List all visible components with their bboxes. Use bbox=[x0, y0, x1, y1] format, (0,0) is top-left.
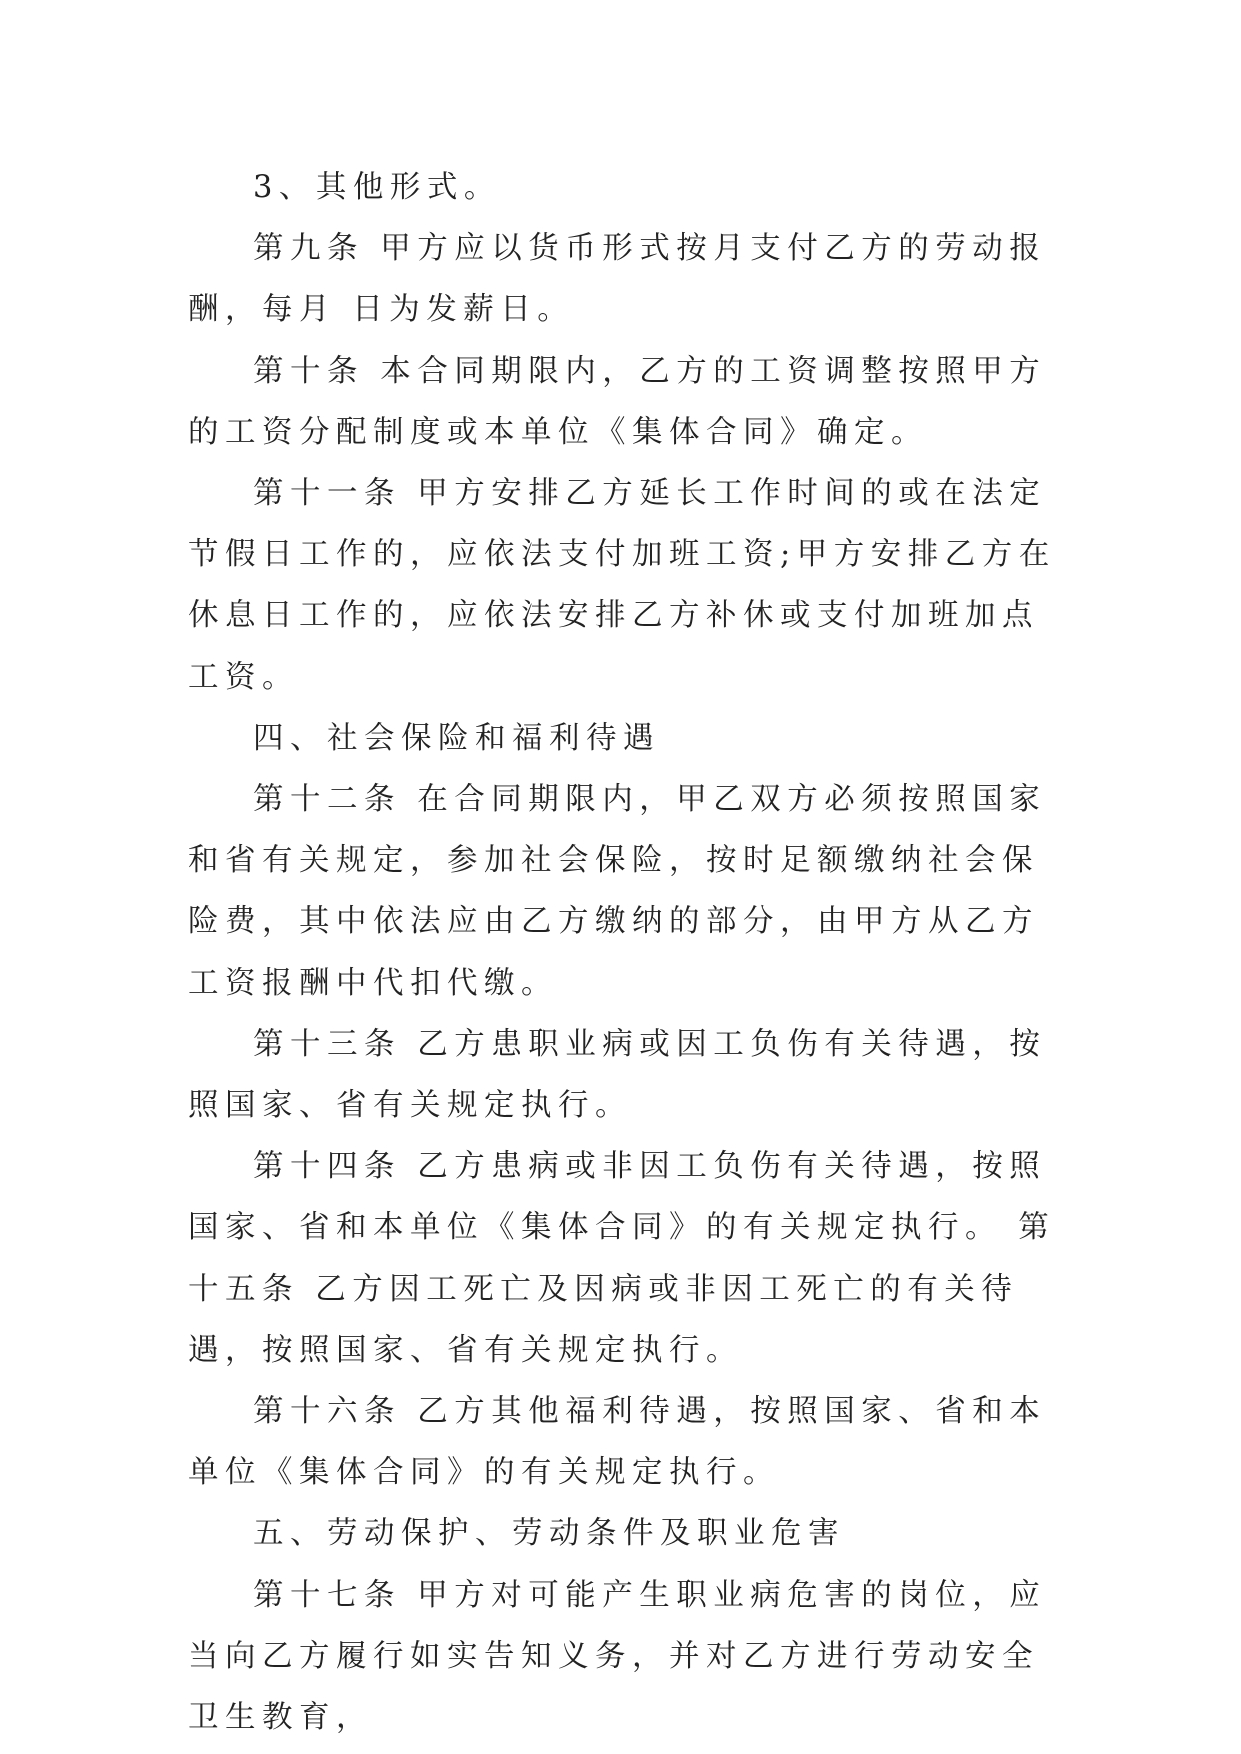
article-14-15: 第十四条 乙方患病或非因工负伤有关待遇，按照国家、省和本单位《集体合同》的有关规定执行。 第十五条 乙方因工死亡及因病或非因工死亡的有关待遇，按照国家、省有关规定执行。 bbox=[188, 1149, 1056, 1368]
article-16: 第十六条 乙方其他福利待遇，按照国家、省和本单位《集体合同》的有关规定执行。 bbox=[188, 1394, 1047, 1491]
paragraph-item-3: 3、其他形式。 bbox=[253, 170, 501, 205]
article-17: 第十七条 甲方对可能产生职业病危害的岗位，应当向乙方履行如实告知义务，并对乙方进行劳动安全卫生教育， bbox=[188, 1577, 1047, 1736]
article-10: 第十条 本合同期限内，乙方的工资调整按照甲方的工资分配制度或本单位《集体合同》确定。 bbox=[188, 353, 1047, 450]
document-body bbox=[188, 157, 1068, 1748]
section-heading-social-insurance: 四、社会保险和福利待遇 bbox=[253, 720, 660, 756]
article-9: 第九条 甲方应以货币形式按月支付乙方的劳动报酬，每月 日为发薪日。 bbox=[188, 231, 1047, 328]
article-12: 第十二条 在合同期限内，甲乙双方必须按照国家和省有关规定，参加社会保险，按时足额缴纳社会保险费，其中依法应由乙方缴纳的部分，由甲方从乙方工资报酬中代扣代缴。 bbox=[188, 782, 1047, 1001]
section-heading-labor-protection: 五、劳动保护、劳动条件及职业危害 bbox=[253, 1516, 845, 1552]
article-11: 第十一条 甲方安排乙方延长工作时间的或在法定节假日工作的，应依法支付加班工资;甲方安排乙方在休息日工作的，应依法安排乙方补休或支付加班加点工资。 bbox=[188, 476, 1056, 695]
article-13: 第十三条 乙方患职业病或因工负伤有关待遇，按照国家、省有关规定执行。 bbox=[188, 1026, 1047, 1124]
